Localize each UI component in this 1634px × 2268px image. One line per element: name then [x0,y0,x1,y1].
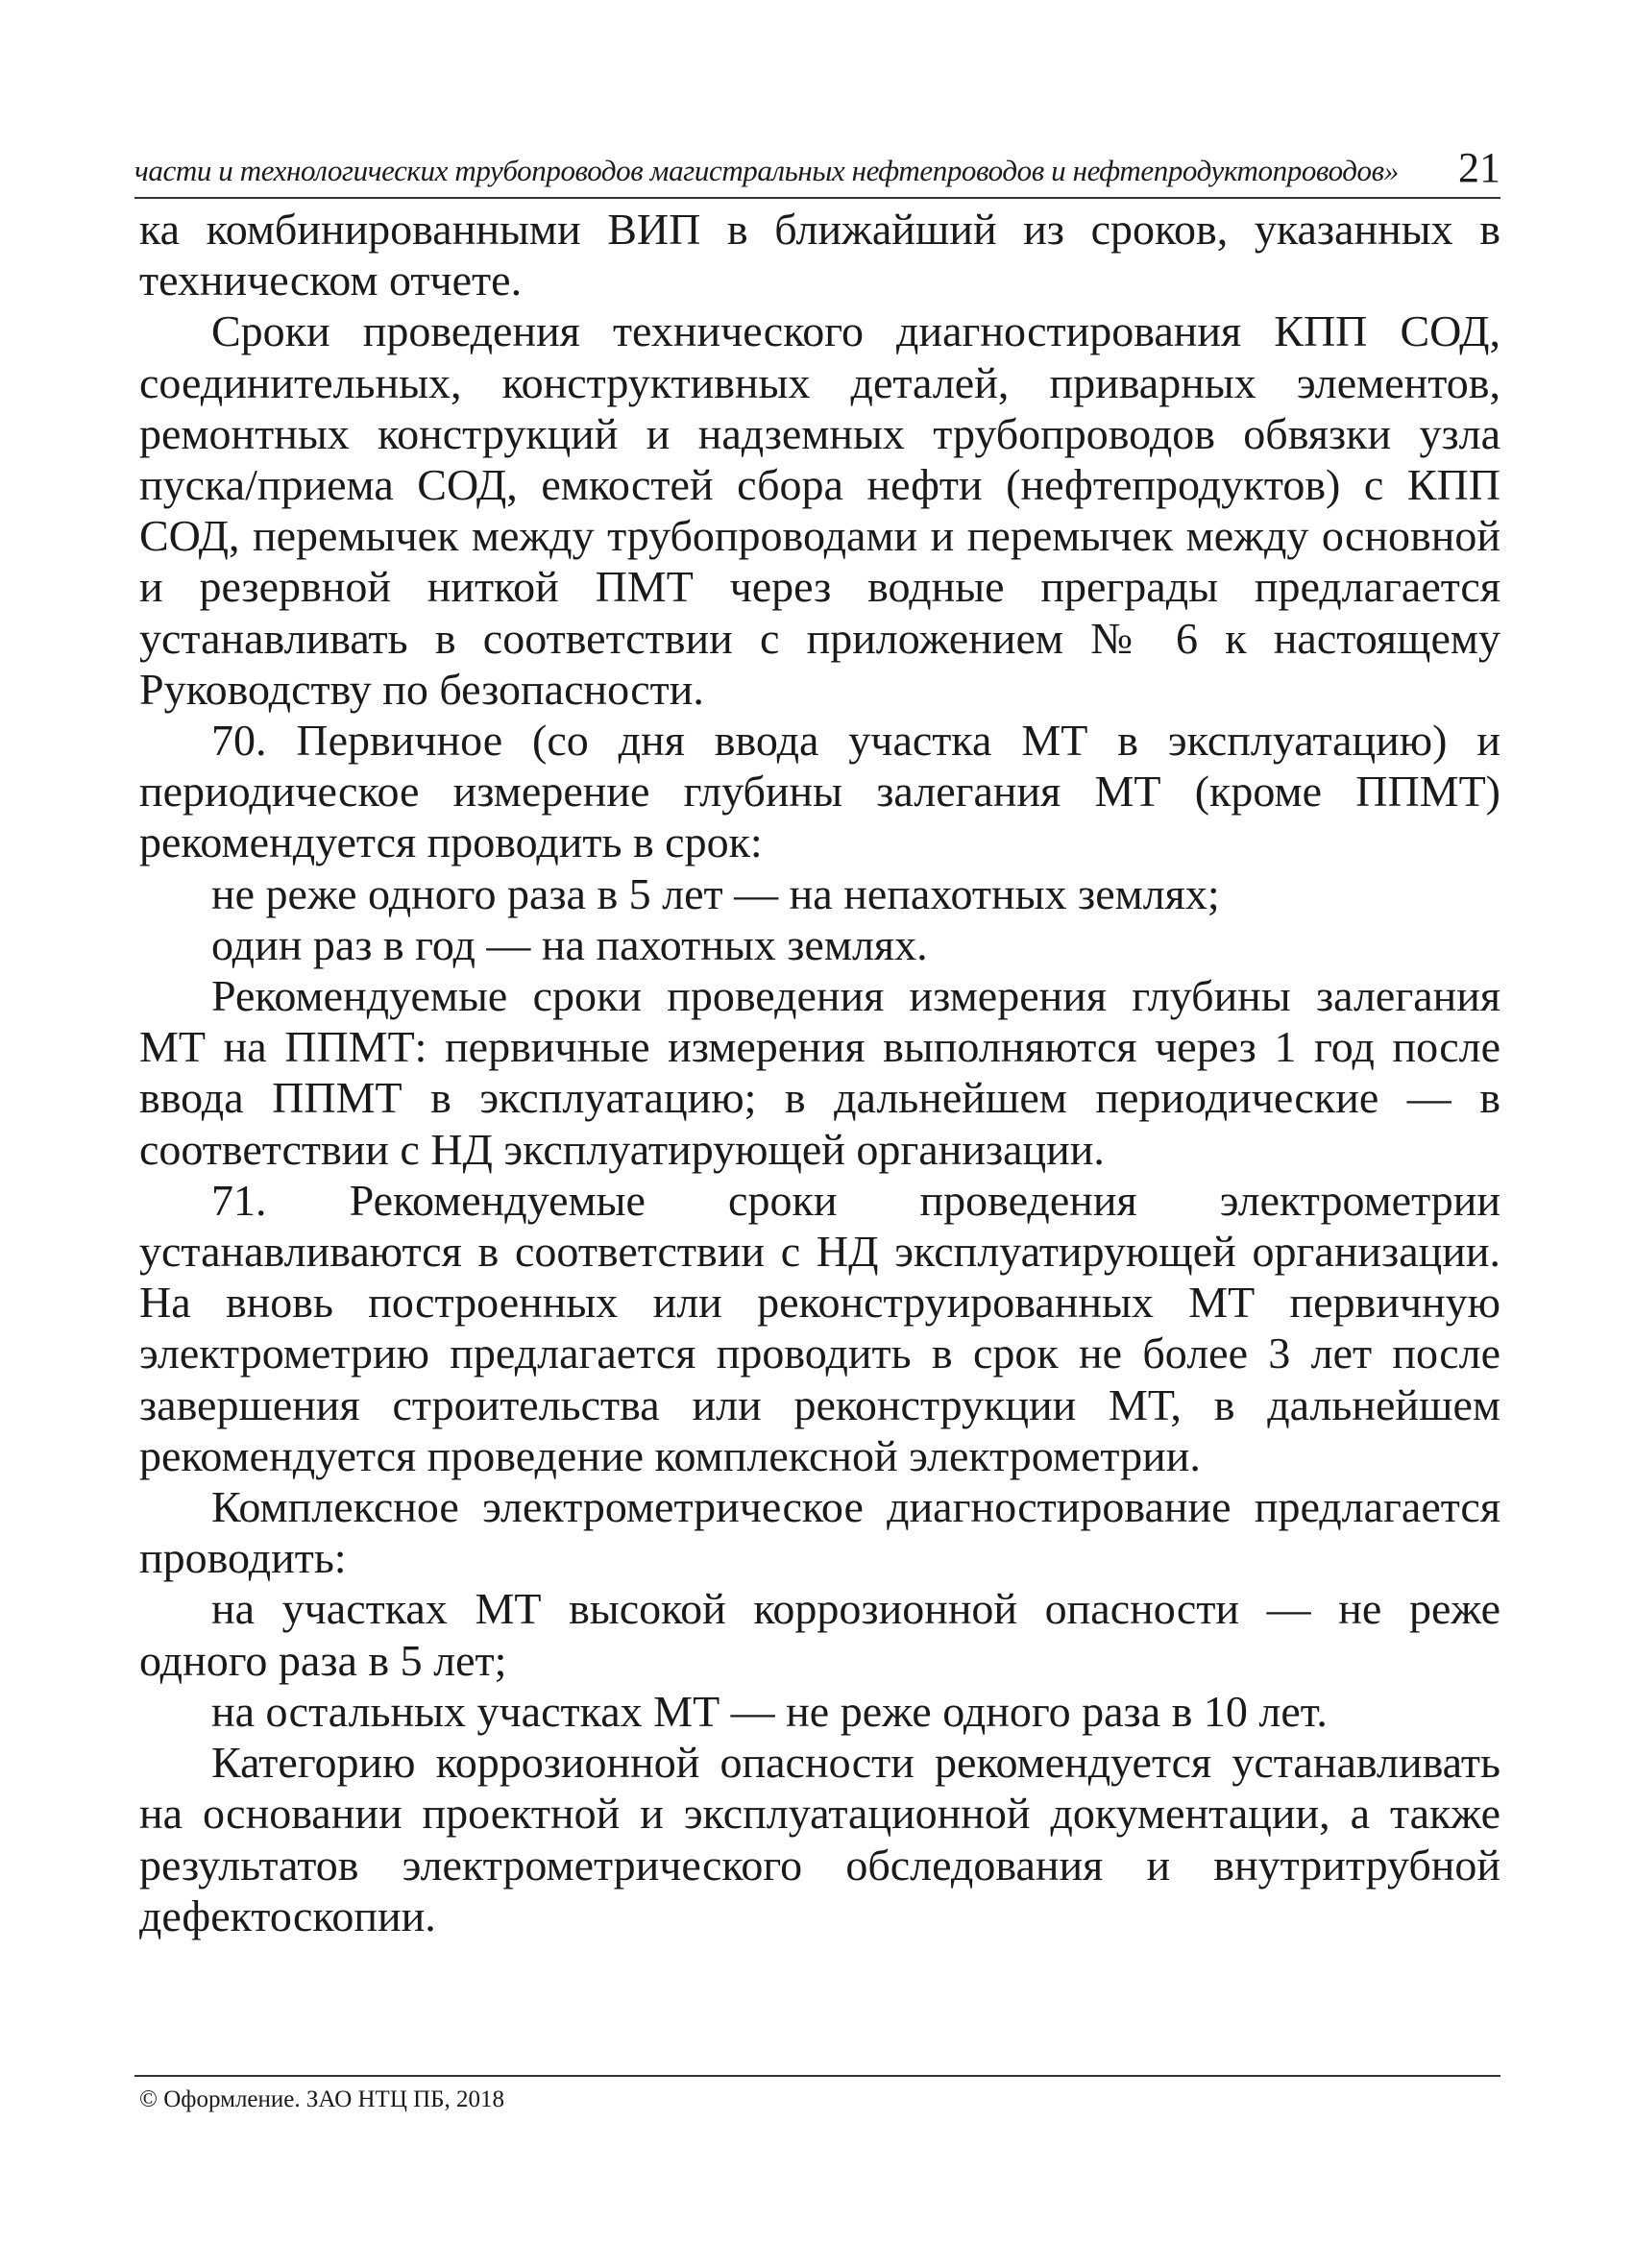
paragraph-ppmt-depth: Рекомендуемые сроки проведения измерения глубины залегания МТ на ППМТ: первичные измерения выполняются через 1 год после ввода ППМТ в эксплуатацию; в дальнейшем периодические — в соответствии с НД эксплуатирующей организации. [139,971,1500,1174]
page-number: 21 [1458,144,1500,191]
paragraph-item-71: 71. Рекомендуемые сроки проведения электрометрии устанавливаются в соответствии с НД эксплуатирующей организации. На вновь построенных или реконструированных МТ первичную электрометрию предлагается проводить в срок не более 3 лет после завершения строительства или реконструкции МТ, в дальнейшем рекомендуется проведение комплексной электрометрии. [139,1175,1500,1480]
running-header-title: части и технологических трубопроводов магистральных нефтепроводов и нефтепродуктопроводов» [134,154,1399,187]
list-item-non-arable: не реже одного раза в 5 лет — на непахотных землях; [211,868,1220,918]
paragraph-continuation: ка комбинированными ВИП в ближайший из сроков, указанных в техническом отчете. [139,205,1500,305]
list-item-arable: один раз в год — на пахотных землях. [211,919,928,969]
paragraph-diagnostic-terms: Сроки проведения технического диагностирования КПП СОД, соединительных, конструктивных деталей, приварных элементов, ремонтных конструкций и надземных трубопроводов обвязки узла пуска/приема СОД, емкостей сбора нефти (нефтепродуктов) с КПП СОД, перемычек между трубопроводами и перемычек между основной и резервной ниткой ПМТ через водные преграды предлагается устанавливать в соответствии с приложением № 6 к настоящему Руководству по безопасности. [139,306,1500,714]
list-item-high-corrosion: на участках МТ высокой коррозионной опасности — не реже одного раза в 5 лет; [139,1584,1500,1685]
paragraph-corrosion-category: Категорию коррозионной опасности рекомендуется устанавливать на основании проектной и эксплуатационной документации, а также результатов электрометрического обследования и внутритрубной дефектоскопии. [139,1738,1500,1940]
header-divider [134,197,1500,199]
list-item-other-sections: на остальных участках МТ — не реже одного раза в 10 лет. [211,1686,1328,1736]
paragraph-item-70: 70. Первичное (со дня ввода участка МТ в эксплуатацию) и периодическое измерение глубины залегания МТ (кроме ППМТ) рекомендуется проводить в срок: [139,716,1500,867]
paragraph-complex-diagnostics: Комплексное электрометрическое диагностирование предлагается проводить: [139,1482,1500,1583]
document-body [139,204,1500,1941]
footer-divider [134,2075,1500,2077]
footer-copyright: © Оформление. ЗАО НТЦ ПБ, 2018 [139,2086,505,2112]
page-header [134,142,1500,194]
